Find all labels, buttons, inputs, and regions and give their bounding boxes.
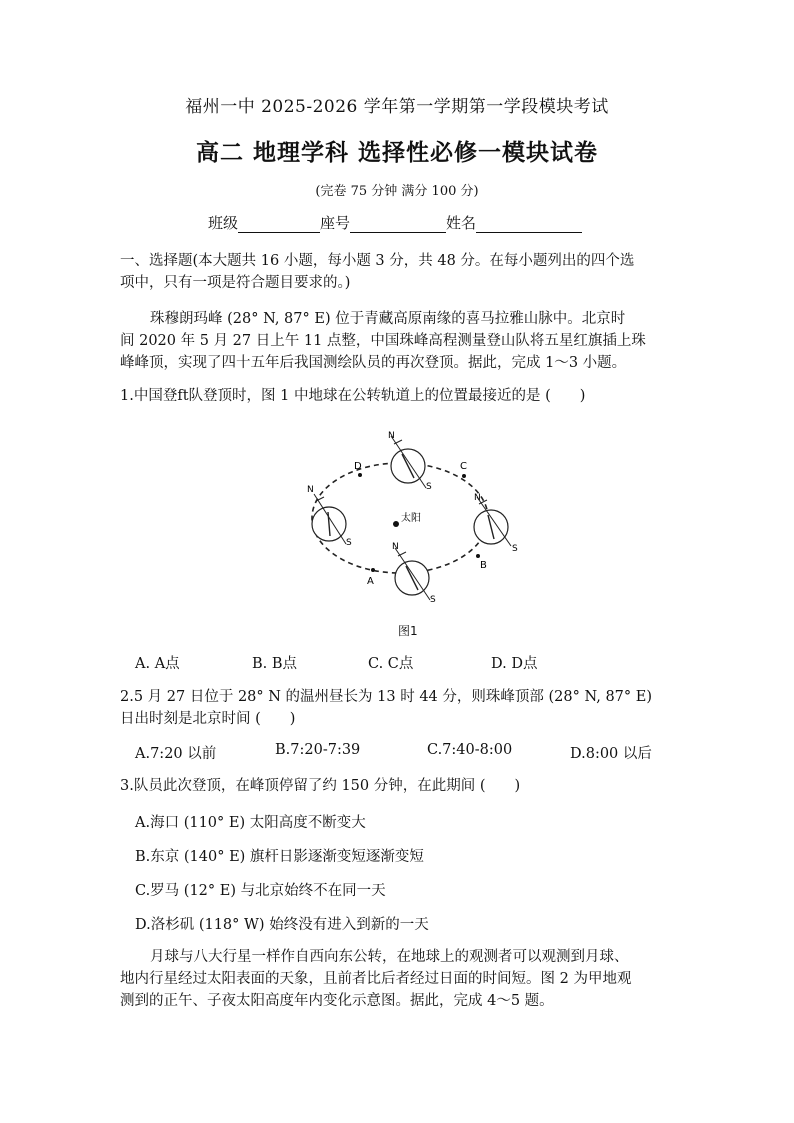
q2-stem-line2: 日出时刻是北京时间 ( ) (120, 711, 296, 727)
pole-n-label: N (392, 542, 399, 552)
passage2-line2: 地内行星经过太阳表面的天象，且前者比后者经过日面的时间短。图 2 为甲地观 (120, 971, 632, 987)
school-exam-line: 福州一中 2025-2026 学年第一学期第一学段模块考试 (185, 97, 609, 117)
q2-option-d[interactable]: D.8:00 以后 (570, 746, 652, 762)
point-a-dot (371, 568, 375, 572)
passage2-line1: 月球与八大行星一样作自西向东公转，在地球上的观测者可以观测到月球、 (150, 949, 629, 965)
q1-stem: 1.中国登ft队登顶时，图 1 中地球在公转轨道上的位置最接近的是 ( ) (120, 388, 586, 404)
point-c-dot (462, 474, 466, 478)
sun-label: 太阳 (401, 513, 421, 524)
q1-option-c[interactable]: C. C点 (368, 656, 414, 672)
figure1-caption: 图1 (398, 624, 418, 638)
point-b-label: B (480, 560, 487, 571)
pole-s-label: S (512, 544, 518, 554)
earth-right (474, 493, 518, 554)
sun-dot (393, 521, 399, 527)
q2-option-c[interactable]: C.7:40-8:00 (427, 742, 513, 758)
point-a-label: A (367, 576, 374, 587)
earth-bottom (392, 542, 436, 605)
q1-option-d[interactable]: D. D点 (491, 656, 538, 672)
q3-option-a[interactable]: A.海口 (110° E) 太阳高度不断变大 (135, 815, 366, 831)
earth-top (388, 431, 432, 492)
class-label: 班级 (208, 214, 239, 232)
q3-option-b[interactable]: B.东京 (140° E) 旗杆日影逐渐变短逐渐变短 (135, 849, 424, 865)
q2-option-b[interactable]: B.7:20-7:39 (275, 742, 361, 758)
q1-option-b[interactable]: B. B点 (252, 656, 298, 672)
student-info-fields (208, 212, 582, 233)
point-c-label: C (460, 461, 467, 472)
earth-left (307, 485, 352, 548)
passage2-line3: 测到的正午、子夜太阳高度年内变化示意图。据此，完成 4～5 题。 (120, 993, 554, 1009)
point-d-label: D (354, 461, 362, 472)
point-d-dot (358, 473, 362, 477)
passage1-line3: 峰峰顶，实现了四十五年后我国测绘队员的再次登顶。据此，完成 1～3 小题。 (120, 355, 627, 371)
name-blank[interactable] (476, 216, 582, 233)
seat-label: 座号 (320, 214, 351, 232)
point-b-dot (476, 554, 480, 558)
q3-stem: 3.队员此次登顶，在峰顶停留了约 150 分钟，在此期间 ( ) (120, 778, 521, 794)
pole-n-label: N (307, 485, 314, 495)
seat-blank[interactable] (350, 216, 446, 233)
pole-n-label: N (388, 431, 395, 441)
exam-info: (完卷 75 分钟 满分 100 分) (315, 184, 479, 199)
paper-title: 高二 地理学科 选择性必修一模块试卷 (195, 139, 598, 166)
q2-stem-line1: 2.5 月 27 日位于 28° N 的温州昼长为 13 时 44 分，则珠峰顶部 (28° N, 87° E) (120, 689, 652, 705)
q3-option-d[interactable]: D.洛杉矶 (118° W) 始终没有进入到新的一天 (135, 917, 429, 933)
pole-n-label: N (474, 493, 481, 503)
passage1-line1: 珠穆朗玛峰 (28° N, 87° E) 位于青藏高原南缘的喜马拉雅山脉中。北京时 (150, 311, 626, 327)
class-blank[interactable] (238, 216, 320, 233)
section1-heading-line2: 项中，只有一项是符合题目要求的。) (120, 275, 351, 291)
pole-s-label: S (430, 595, 436, 605)
pole-s-label: S (346, 538, 352, 548)
name-label: 姓名 (446, 214, 477, 232)
q2-option-a[interactable]: A.7:20 以前 (135, 746, 217, 762)
q3-option-c[interactable]: C.罗马 (12° E) 与北京始终不在同一天 (135, 883, 386, 899)
passage1-line2: 间 2020 年 5 月 27 日上午 11 点整，中国珠峰高程测量登山队将五星红旗插上珠 (120, 333, 646, 349)
section1-heading-line1: 一、选择题(本大题共 16 小题，每小题 3 分，共 48 分。在每小题列出的四个选 (120, 253, 635, 269)
pole-s-label: S (426, 482, 432, 492)
figure1-orbit-diagram (290, 420, 530, 620)
q1-option-a[interactable]: A. A点 (135, 656, 180, 672)
